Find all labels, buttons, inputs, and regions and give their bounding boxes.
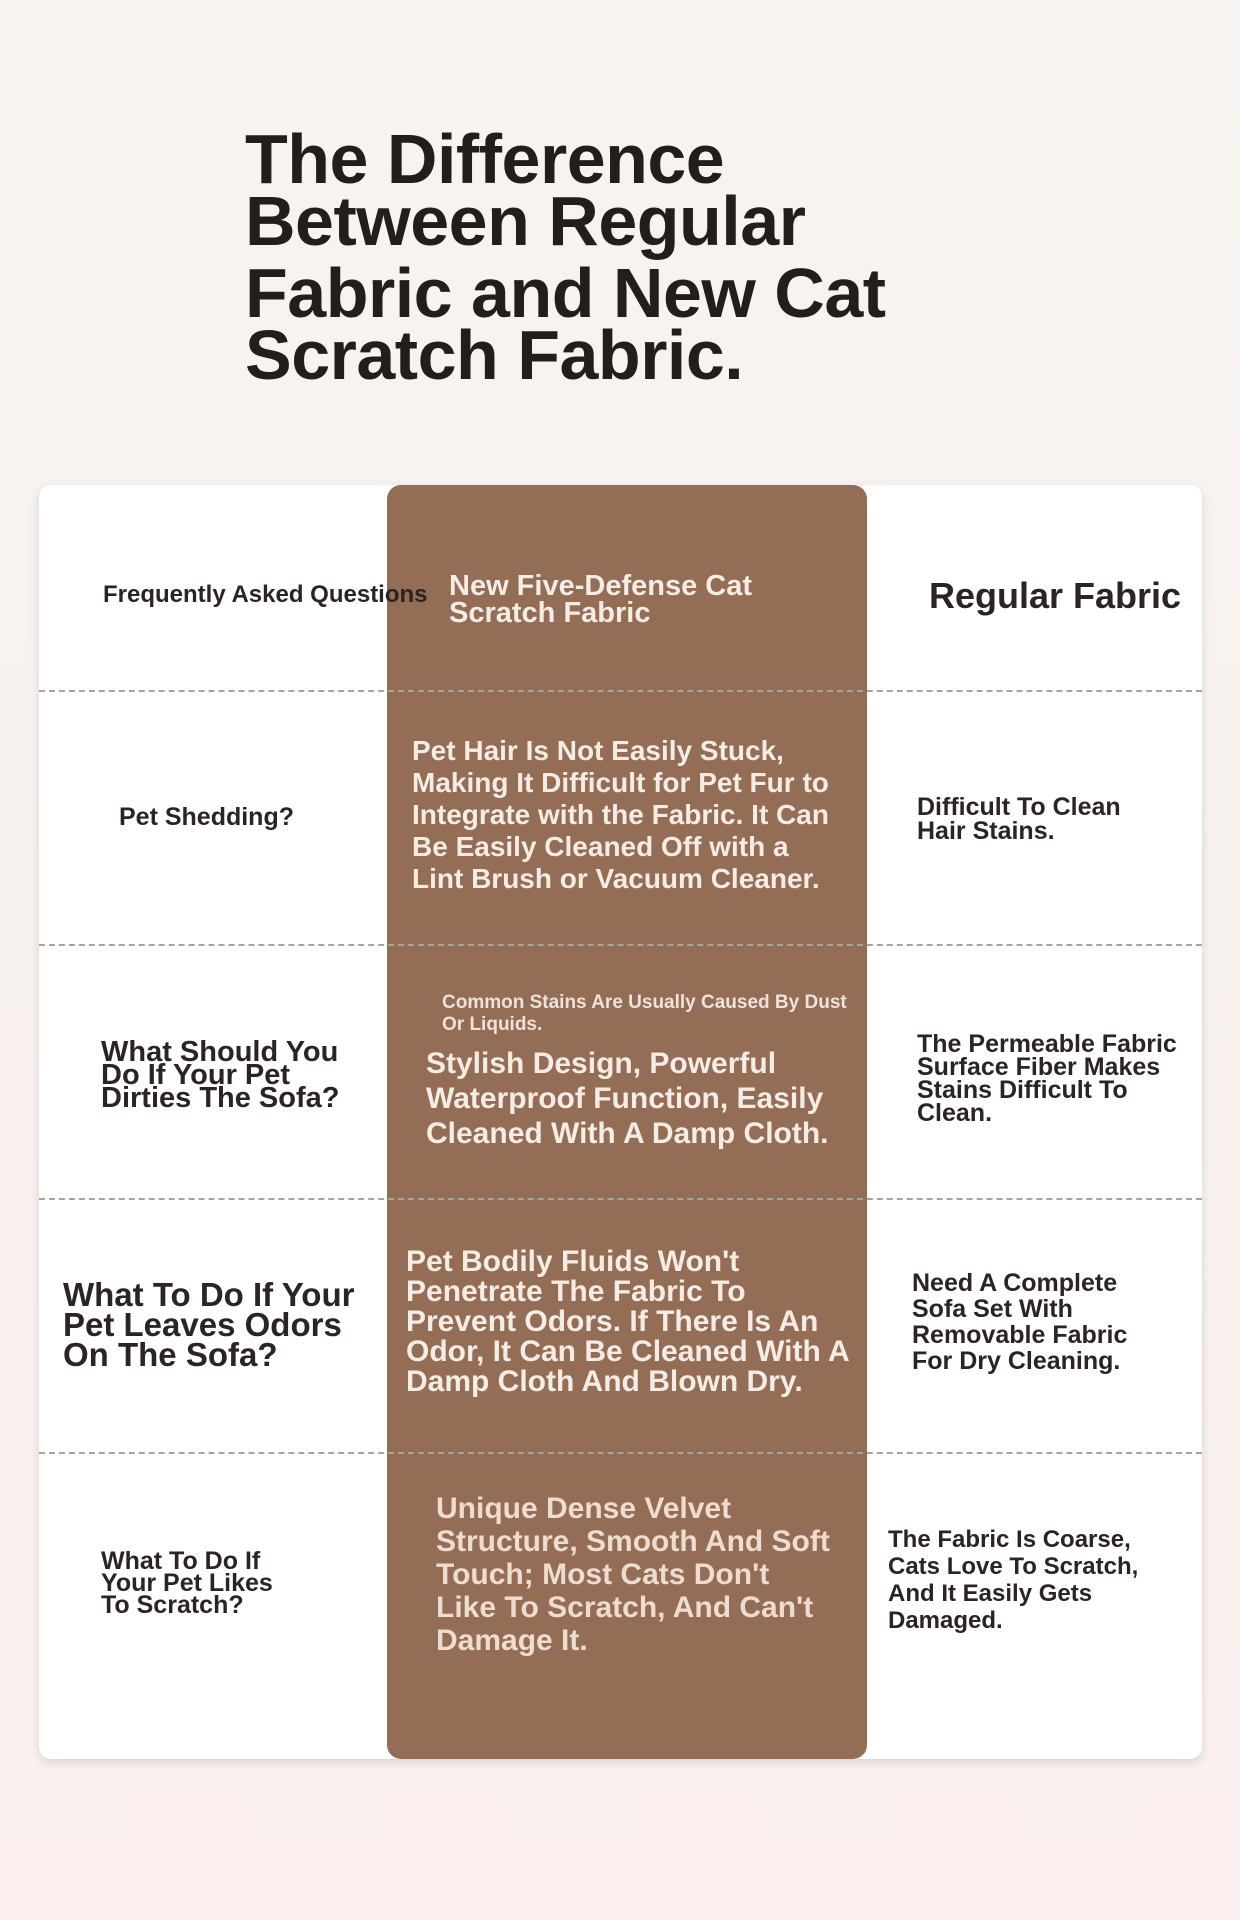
header-regular-fabric: Regular Fabric — [929, 575, 1182, 616]
row-2-new-fabric-note: Common Stains Are Usually Caused By Dust Or Liquids. — [442, 992, 847, 1035]
row-4-new-fabric: Unique Dense Velvet Structure, Smooth And Soft Touch; Most Cats Don't Like To Scratch, And Can't Damage It. — [436, 1491, 830, 1657]
row-divider — [39, 944, 1202, 946]
row-4-regular-fabric: The Fabric Is Coarse, Cats Love To Scratch, And It Easily Gets Damaged. — [888, 1526, 1139, 1634]
row-2-regular-fabric: The Permeable Fabric Surface Fiber Makes Stains Difficult To Clean. — [917, 1030, 1177, 1127]
row-divider — [39, 1198, 1202, 1200]
row-1-new-fabric: Pet Hair Is Not Easily Stuck, Making It Difficult for Pet Fur to Integrate with the Fabric. It Can Be Easily Cleaned Off with a Lint Brush or Vacuum Cleaner. — [412, 735, 829, 894]
row-2-question: What Should You Do If Your Pet Dirties The Sofa? — [101, 1035, 340, 1114]
row-3-regular-fabric: Need A Complete Sofa Set With Removable Fabric For Dry Cleaning. — [912, 1269, 1128, 1375]
title-line-1: The Difference — [245, 120, 725, 198]
row-3-question: What To Do If Your Pet Leaves Odors On The Sofa? — [63, 1276, 355, 1373]
page-title — [245, 120, 1065, 394]
title-line-3: Fabric and New Cat — [245, 254, 886, 332]
row-2-new-fabric: Stylish Design, Powerful Waterproof Function, Easily Cleaned With A Damp Cloth. — [426, 1046, 829, 1150]
header-faq: Frequently Asked Questions — [103, 581, 428, 608]
row-3-new-fabric: Pet Bodily Fluids Won't Penetrate The Fabric To Prevent Odors. If There Is An Odor, It Can Be Cleaned With A Damp Cloth And Blown Dry. — [406, 1245, 849, 1398]
row-4-question: What To Do If Your Pet Likes To Scratch? — [101, 1547, 273, 1619]
title-line-4: Scratch Fabric. — [245, 316, 744, 394]
comparison-table — [39, 485, 1202, 1759]
row-1-question: Pet Shedding? — [119, 802, 294, 831]
row-1-regular-fabric: Difficult To Clean Hair Stains. — [917, 793, 1121, 845]
row-divider — [39, 690, 1202, 692]
header-new-fabric: New Five-Defense Cat Scratch Fabric — [449, 570, 752, 629]
title-line-2: Between Regular — [245, 182, 806, 260]
row-divider — [39, 1452, 1202, 1454]
